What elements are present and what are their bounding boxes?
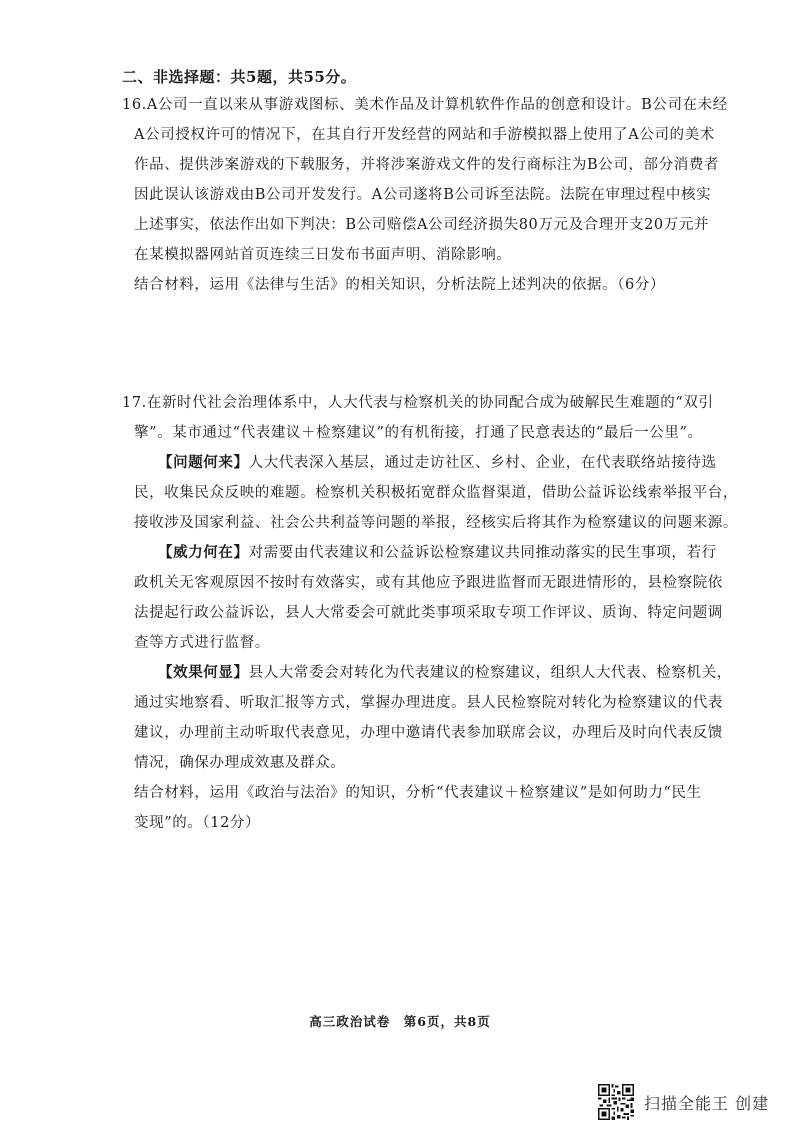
q17-intro-line-2: 擎”。某市通过“代表建议＋检察建议”的有机衔接，打通了民意表达的“最后一公里”。 — [134, 425, 703, 441]
q17-para-3-line-2: 通过实地察看、听取汇报等方式，掌握办理进度。县人民检察院对转化为检察建议的代表 — [134, 695, 723, 711]
qr-code-icon — [598, 1084, 634, 1120]
scanner-watermark — [598, 1082, 769, 1122]
q16-line-6: 在某模拟器网站首页连续三日发布书面声明、消除影响。 — [134, 247, 512, 263]
q17-para-3-line-1 — [122, 658, 738, 688]
q17-para-3-text: 县人大常委会对转化为代表建议的检察建议，组织人大代表、检察机关， — [248, 665, 732, 681]
q16-line-1: 16.A公司一直以来从事游戏图标、美术作品及计算机软件作品的创意和设计。B公司在未经 — [122, 97, 728, 113]
q17-para-2-line-3: 法提起行政公益诉讼，县人大常委会可就此类事项采取专项工作评议、质询、特定问题调 — [134, 605, 723, 621]
q17-para-2-line-4: 查等方式进行监督。 — [134, 635, 270, 651]
q16-line-5: 上述事实，依法作出如下判决：B公司赔偿A公司经济损失80万元及合理开支20万元并 — [134, 217, 710, 233]
q17-para-2-line-1 — [122, 538, 738, 568]
q17-para-3-line-4: 情况，确保办理成效惠及群众。 — [134, 755, 346, 771]
q17-para-2-text: 对需要由代表建议和公益诉讼检察建议共同推动落实的民生事项，若行 — [248, 545, 717, 561]
watermark-text: 扫描全能王 创建 — [644, 1093, 770, 1113]
q16-line-4: 因此误认该游戏由B公司开发发行。A公司遂将B公司诉至法院。法院在审理过程中核实 — [134, 187, 712, 203]
question-17 — [122, 388, 738, 838]
q16-line-2: A公司授权许可的情况下，在其自行开发经营的网站和手游模拟器上使用了A公司的美术 — [134, 127, 715, 143]
q17-intro-line-1: 17.在新时代社会治理体系中，人大代表与检察机关的协同配合成为破解民生难题的“双引 — [122, 395, 714, 411]
q17-para-2-line-2: 政机关无客观原因不按时有效落实，或有其他应予跟进监督而无跟进情形的，县检察院依 — [134, 575, 723, 591]
page-footer: 高三政治试卷 第6页，共8页 — [309, 1014, 491, 1029]
q16-line-3: 作品、提供涉案游戏的下载服务，并将涉案游戏文件的发行商标注为B公司，部分消费者 — [134, 157, 720, 173]
q16-question-prompt: 结合材料，运用《法律与生活》的相关知识，分析法院上述判决的依据。（6分） — [134, 277, 666, 293]
q17-para-2-tag: 【威力何在】 — [158, 545, 249, 561]
q17-para-1-line-1 — [122, 448, 738, 478]
q17-para-1-line-3: 接收涉及国家利益、社会公共利益等问题的举报，经核实后将其作为检察建议的问题来源。 — [134, 515, 738, 531]
q17-para-3-tag: 【效果何显】 — [158, 665, 249, 681]
q17-para-3-line-3: 建议，办理前主动听取代表意见，办理中邀请代表参加联席会议，办理后及时向代表反馈 — [134, 725, 723, 741]
q17-para-1-line-2: 民，收集民众反映的难题。检察机关积极拓宽群众监督渠道，借助公益诉讼线索举报平台， — [134, 485, 738, 501]
section-heading: 二、非选择题：共5题，共55分。 — [122, 68, 357, 86]
question-16 — [122, 90, 728, 300]
q17-question-prompt-line-1: 结合材料，运用《政治与法治》的知识，分析“代表建议＋检察建议”是如何助力“民生 — [134, 785, 702, 801]
q17-question-prompt-line-2: 变现”的。（12分） — [134, 815, 261, 831]
q17-para-1-text: 人大代表深入基层，通过走访社区、乡村、企业，在代表联络站接待选 — [248, 455, 717, 471]
q17-para-1-tag: 【问题何来】 — [158, 455, 249, 471]
